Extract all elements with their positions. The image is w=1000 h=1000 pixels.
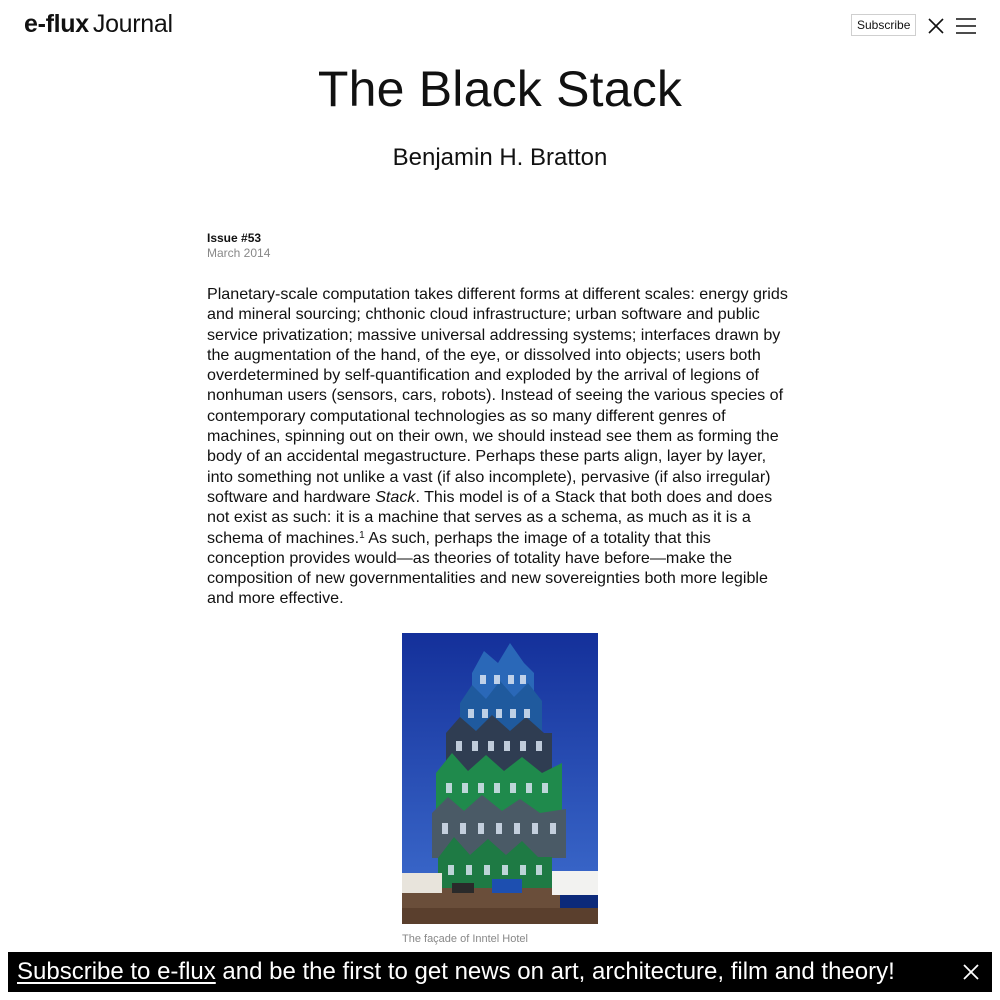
close-icon[interactable] <box>962 963 980 981</box>
issue-date: March 2014 <box>207 246 271 260</box>
issue-number[interactable]: Issue #53 <box>207 231 262 245</box>
close-icon[interactable] <box>926 16 946 36</box>
hamburger-menu-icon[interactable] <box>955 16 977 36</box>
banner-text <box>17 957 895 987</box>
logo-section: Journal <box>92 10 173 38</box>
article-title: The Black Stack <box>317 61 683 117</box>
hotel-facade-image[interactable] <box>402 633 598 924</box>
body-text-part-1: Planetary-scale computation takes different forms at different scales: energy grids and mineral sourcing; chthonic cloud infrastructure; urban software and public service privatization; massive universal addressing systems; interfaces drawn by the augmentation of the hand, of the eye, or dissolved into objects; users both overdetermined by self-quantification and exploded by the arrival of legions of nonhuman users (sensors, cars, robots). Instead of seeing the various species of contemporary computational technologies as so many different genres of machines, spinning out on their own, we should instead see them as forming the body of an accidental megastructure. Perhaps these parts align, layer by layer, into something not unlike a vast (if also incomplete), pervasive (if also irregular) software and hardware <box>207 285 788 506</box>
article-author[interactable]: Benjamin H. Bratton <box>392 144 608 171</box>
body-text-italic: Stack <box>375 487 416 506</box>
article-body <box>207 284 793 609</box>
body-text-part-2: . This model is of a Stack that both does and does not exist as such: it is a machine that serves as a schema, as much as it is a schema of machines. <box>207 487 773 547</box>
banner-message: and be the first to get news on art, architecture, film and theory! <box>215 958 895 985</box>
footnote-link[interactable]: 1 <box>359 529 365 541</box>
logo-brand: e-flux <box>24 10 89 38</box>
subscribe-button[interactable]: Subscribe <box>851 14 916 36</box>
site-logo[interactable] <box>24 10 173 39</box>
figure-caption: The façade of Inntel Hotel <box>402 933 528 945</box>
banner-subscribe-link[interactable]: Subscribe to e-flux <box>17 958 216 985</box>
subscribe-banner <box>8 952 992 992</box>
site-header <box>0 0 1000 52</box>
body-text-part-3: As such, perhaps the image of a totality that this conception provides would—as theories of totality have before—make the composition of new governmentalities and new sovereignties both more legible and more effective. <box>207 528 768 608</box>
